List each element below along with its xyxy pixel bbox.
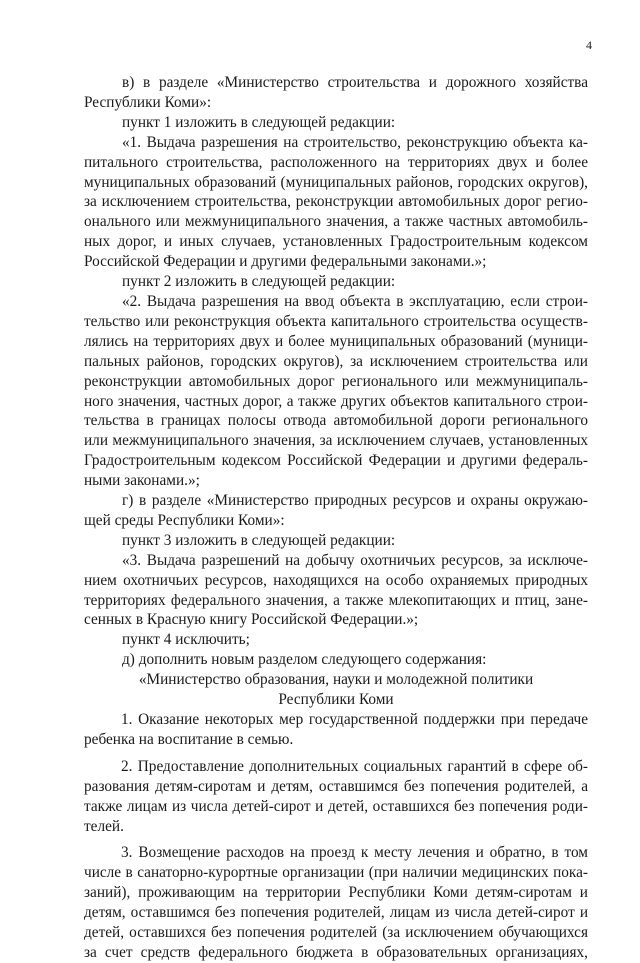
text-line: ного значения, частных дорог, а также других объектов капитального строи- [84, 392, 588, 410]
text-line: детям, оставшимся без попечения родителей, лицам из числа детей-сирот и [84, 904, 588, 922]
text-line: 3. Возмещение расходов на проезд к месту лечения и обратно, в том [121, 844, 588, 862]
text-line: пункт 1 изложить в следующей редакции: [122, 113, 396, 131]
text-line: пункт 2 изложить в следующей редакции: [122, 273, 396, 291]
text-line: или межмуниципального значения, за исключением случаев, установленных [84, 432, 588, 450]
text-line: г) в разделе «Министерство природных ресурсов и охраны окружаю- [122, 492, 588, 510]
text-line: «2. Выдача разрешения на ввод объекта в эксплуатацию, если строи- [122, 292, 588, 310]
text-line: питального строительства, расположенного на территориях двух и более [84, 153, 588, 171]
page-number: 4 [586, 38, 592, 52]
text-line: щей среды Республики Коми»: [84, 511, 285, 529]
text-line: пальных районов, городских округов), за исключением строительства или [84, 352, 588, 370]
text-line: также лицам из числа детей-сирот и детей, оставшихся без попечения роди- [84, 797, 588, 815]
text-line: онального или межмуниципального значения, а также частных автомобиль- [84, 213, 588, 231]
text-line: ными законами.»; [84, 472, 200, 490]
text-line: разования детям-сиротам и детям, оставшимся без попечения родителей, а [84, 777, 588, 795]
text-line: ребенка на воспитание в семью. [84, 730, 294, 748]
text-line: территориях федерального значения, а также млекопитающих и птиц, зане- [84, 591, 588, 609]
text-line: пункт 3 изложить в следующей редакции: [122, 531, 396, 549]
text-line: реконструкции автомобильных дорог регионального или межмуниципаль- [84, 372, 588, 390]
text-line: ных дорог, и иных случаев, установленных Градостроительным кодексом [84, 233, 588, 251]
text-line: в) в разделе «Министерство строительства и дорожного хозяйства [122, 74, 588, 91]
text-line: 1. Оказание некоторых мер государственной поддержки при передаче [121, 711, 588, 728]
document-body [84, 73, 588, 963]
text-line: тельство или реконструкция объекта капитального строительства осуществ- [84, 312, 588, 330]
text-line: сенных в Красную книгу Российской Федерации.»; [84, 611, 419, 629]
text-line: заний), проживающим на территории Республики Коми детям-сиротам и [84, 884, 588, 902]
text-line: пункт 4 исключить; [122, 631, 250, 649]
text-line: «1. Выдача разрешения на строительство, реконструкцию объекта ка- [122, 133, 588, 151]
text-line: тельства в границах полосы отвода автомобильной дороги регионального [84, 412, 588, 430]
text-line: муниципальных образований (муниципальных районов, городских округов), [84, 173, 588, 191]
text-line: Республики Коми»: [84, 93, 212, 111]
text-line: лялись на территориях двух и более муниципальных образований (муници- [84, 332, 588, 350]
text-line: детей, оставшихся без попечения родителей (за исключением обучающихся [84, 924, 588, 942]
text-line: «3. Выдача разрешений на добычу охотничьих ресурсов, за исключе- [122, 551, 588, 569]
text-line: Республики Коми [278, 691, 394, 709]
text-line: за исключением строительства, реконструкции автомобильных дорог регио- [84, 193, 588, 211]
text-line: Российской Федерации и другими федеральными законами.»; [84, 253, 487, 271]
text-line: д) дополнить новым разделом следующего содержания: [122, 651, 487, 669]
text-line: 2. Предоставление дополнительных социальных гарантий в сфере об- [121, 757, 588, 775]
text-line: «Министерство образования, науки и молодежной политики [138, 671, 534, 689]
text-line: нием охотничьих ресурсов, находящихся на особо охраняемых природных [84, 571, 588, 589]
text-line: Градостроительным кодексом Российской Федерации и другими федераль- [84, 452, 588, 470]
text-line: телей. [84, 817, 124, 835]
text-line: за счет средств федерального бюджета в образовательных организациях, [84, 943, 588, 961]
text-line: числе в санаторно-курортные организации (при наличии медицинских пока- [84, 864, 588, 882]
